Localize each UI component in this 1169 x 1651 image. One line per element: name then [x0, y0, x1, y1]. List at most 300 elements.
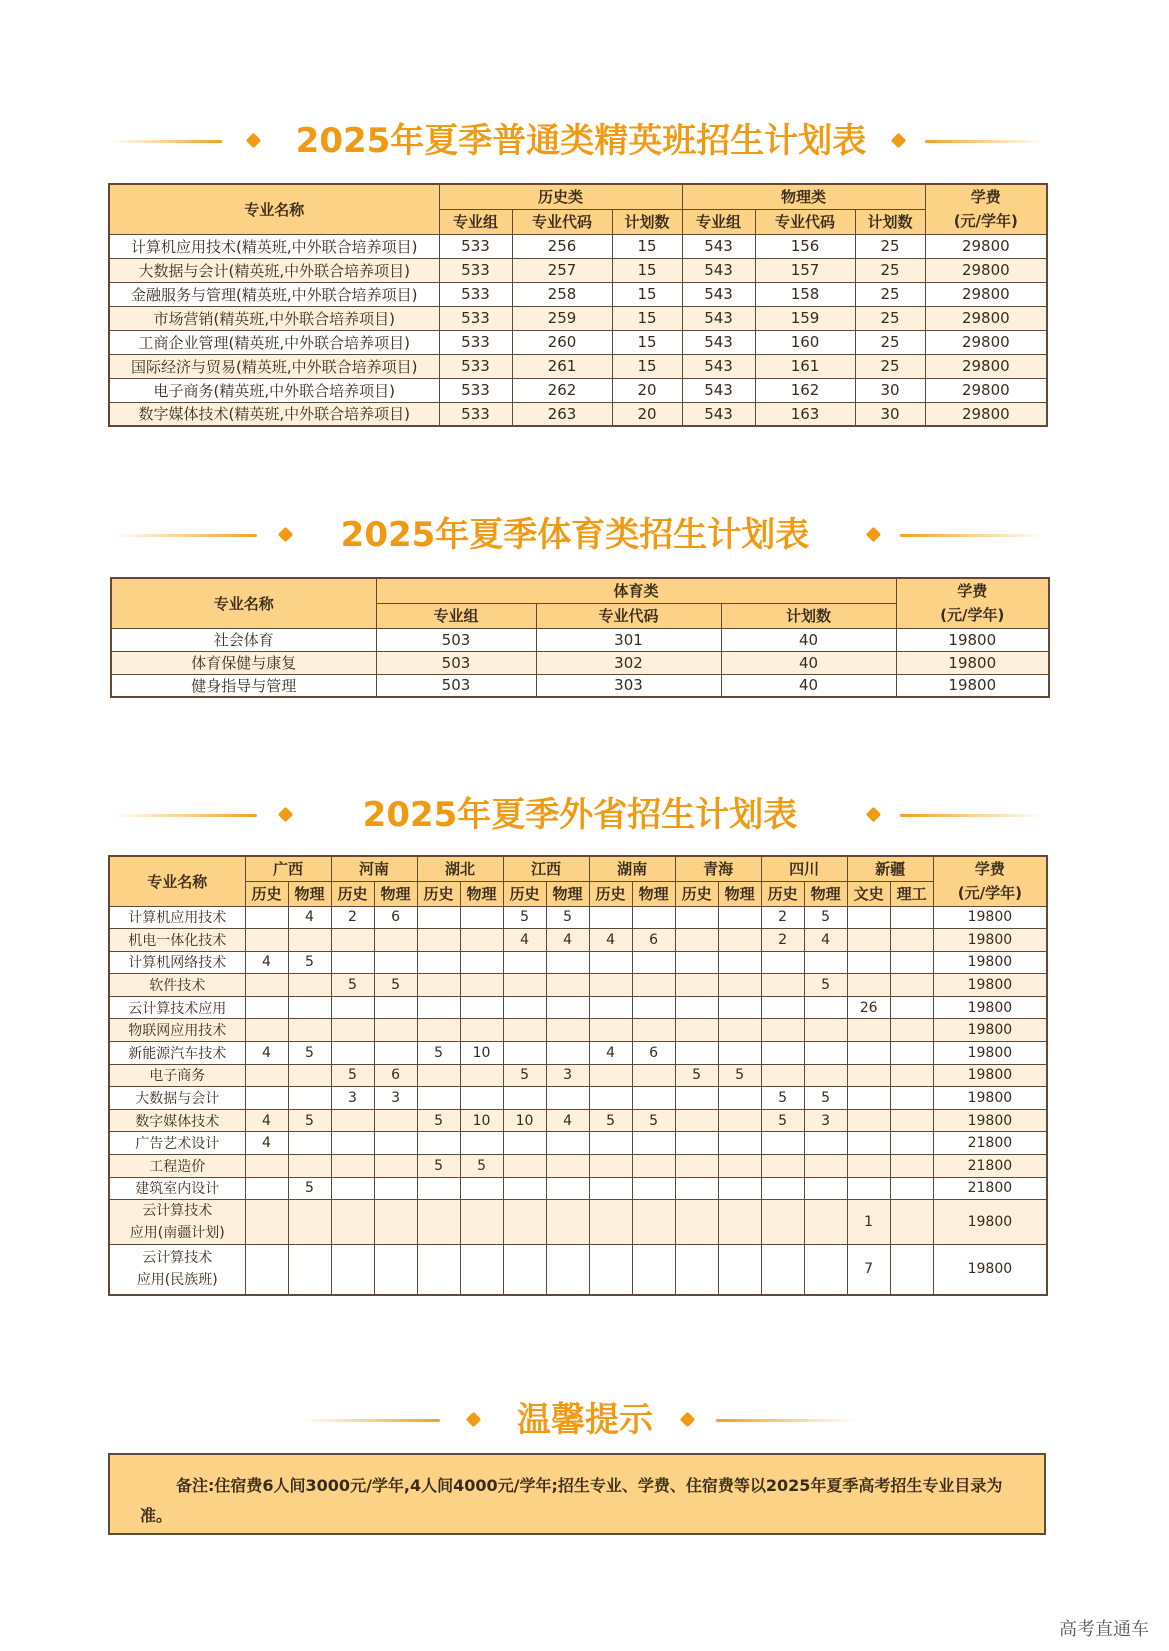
table-cell	[589, 1177, 632, 1200]
table-cell	[847, 974, 890, 997]
table-cell: 5	[331, 1064, 374, 1087]
table-row	[109, 1132, 1047, 1155]
table-cell	[331, 929, 374, 952]
header-sports: 体育类	[376, 578, 896, 603]
table-cell: 261	[512, 354, 612, 378]
decor-line	[300, 1419, 440, 1422]
major-name-cell: 数字媒体技术	[109, 1109, 245, 1132]
table-cell	[374, 996, 417, 1019]
section3-heading	[0, 790, 1169, 840]
table-cell: 533	[439, 402, 512, 426]
header-province: 四川	[761, 856, 847, 881]
table-cell: 15	[612, 306, 682, 330]
out-of-province-plan-table	[108, 855, 1048, 1296]
table-cell: 5	[417, 1155, 460, 1178]
header-province: 新疆	[847, 856, 933, 881]
table-cell: 160	[755, 330, 855, 354]
table-cell	[890, 1087, 933, 1110]
header-subject: 历史	[503, 881, 546, 906]
section1-heading	[0, 116, 1169, 166]
table-cell	[847, 1155, 890, 1178]
decor-line	[900, 814, 1045, 817]
table-cell	[417, 1019, 460, 1042]
header-physics: 物理类	[682, 184, 925, 209]
diamond-icon	[278, 807, 294, 823]
diamond-icon	[866, 807, 882, 823]
table-cell	[331, 1177, 374, 1200]
table-cell	[589, 1087, 632, 1110]
table-cell: 19800	[933, 974, 1047, 997]
table-row	[109, 996, 1047, 1019]
table-cell	[890, 951, 933, 974]
table-cell	[632, 1087, 675, 1110]
header-fee: 学费 (元/学年)	[925, 184, 1047, 234]
table-cell: 19800	[933, 1042, 1047, 1065]
table-cell	[890, 1064, 933, 1087]
table-cell: 20	[612, 402, 682, 426]
table-cell	[288, 1200, 331, 1245]
table-cell: 162	[755, 378, 855, 402]
diamond-icon	[680, 1412, 696, 1428]
table-cell	[546, 1087, 589, 1110]
table-cell	[804, 1064, 847, 1087]
table-cell	[589, 974, 632, 997]
table-cell	[417, 1064, 460, 1087]
header-subject: 物理	[632, 881, 675, 906]
table-cell: 19800	[933, 951, 1047, 974]
major-name-cell: 云计算技术应用	[109, 996, 245, 1019]
table-row	[109, 234, 1047, 258]
table-cell: 543	[682, 258, 755, 282]
table-cell: 5	[632, 1109, 675, 1132]
table-cell: 29800	[925, 330, 1047, 354]
table-cell: 263	[512, 402, 612, 426]
major-name-cell: 国际经济与贸易(精英班,中外联合培养项目)	[109, 354, 439, 378]
header-province: 湖北	[417, 856, 503, 881]
table-cell	[718, 1200, 761, 1245]
table-cell	[331, 1019, 374, 1042]
table-cell	[890, 1177, 933, 1200]
table-cell: 15	[612, 234, 682, 258]
table-cell	[288, 996, 331, 1019]
table-cell: 258	[512, 282, 612, 306]
decor-line	[112, 140, 222, 143]
table-cell	[374, 1019, 417, 1042]
table-cell	[804, 1177, 847, 1200]
table-cell: 21800	[933, 1132, 1047, 1155]
table-cell	[718, 929, 761, 952]
table-row	[109, 1042, 1047, 1065]
table-cell: 262	[512, 378, 612, 402]
table-cell: 161	[755, 354, 855, 378]
table-cell: 21800	[933, 1177, 1047, 1200]
table-cell	[546, 1042, 589, 1065]
table-row	[109, 929, 1047, 952]
table-cell	[890, 906, 933, 929]
table-cell: 10	[460, 1042, 503, 1065]
table-cell	[245, 1019, 288, 1042]
table-row	[109, 1087, 1047, 1110]
table-cell: 19800	[933, 1245, 1047, 1295]
table-cell: 30	[855, 402, 925, 426]
table-cell	[460, 1019, 503, 1042]
table-cell	[288, 974, 331, 997]
table-cell: 25	[855, 354, 925, 378]
table-row	[109, 354, 1047, 378]
table-cell	[761, 951, 804, 974]
table-cell: 6	[374, 1064, 417, 1087]
table-cell: 15	[612, 330, 682, 354]
table-cell	[675, 1200, 718, 1245]
header-province: 江西	[503, 856, 589, 881]
table-cell: 5	[589, 1109, 632, 1132]
major-name-cell: 计算机网络技术	[109, 951, 245, 974]
table-cell: 5	[374, 974, 417, 997]
table-cell	[804, 1200, 847, 1245]
table-cell	[245, 1200, 288, 1245]
table-cell	[374, 929, 417, 952]
table-cell	[245, 906, 288, 929]
table-cell	[417, 1245, 460, 1295]
table-cell	[374, 1109, 417, 1132]
table-cell	[331, 951, 374, 974]
table-cell	[245, 1177, 288, 1200]
table-cell	[718, 1177, 761, 1200]
table-cell: 4	[589, 1042, 632, 1065]
decor-line	[925, 140, 1043, 143]
major-name-cell: 云计算技术 应用(民族班)	[109, 1245, 245, 1295]
table-cell	[675, 1109, 718, 1132]
table-cell	[804, 1245, 847, 1295]
table-cell	[632, 951, 675, 974]
table-cell	[460, 1132, 503, 1155]
table-cell	[804, 1042, 847, 1065]
table-cell	[331, 1042, 374, 1065]
table-cell: 303	[536, 674, 721, 697]
table-row	[109, 974, 1047, 997]
header-subject: 物理	[374, 881, 417, 906]
table-row	[109, 282, 1047, 306]
header-code: 专业代码	[512, 209, 612, 234]
header-count: 计划数	[855, 209, 925, 234]
table-cell	[718, 906, 761, 929]
header-count: 计划数	[721, 603, 896, 628]
decor-line	[112, 534, 257, 537]
table-cell: 5	[804, 906, 847, 929]
table-cell	[245, 974, 288, 997]
header-code: 专业代码	[536, 603, 721, 628]
header-province: 河南	[331, 856, 417, 881]
reminder-note: 备注:住宿费6人间3000元/学年,4人间4000元/学年;招生专业、学费、住宿费等以2025年夏季高考招生专业目录为准。	[108, 1453, 1046, 1535]
table-cell	[632, 1200, 675, 1245]
table-cell: 40	[721, 628, 896, 651]
section4-title: 温馨提示	[517, 1400, 653, 1440]
table-cell	[632, 1019, 675, 1042]
table-cell	[546, 1132, 589, 1155]
table-cell: 4	[245, 1109, 288, 1132]
table-cell: 29800	[925, 378, 1047, 402]
table-cell	[675, 1155, 718, 1178]
table-cell	[503, 1042, 546, 1065]
table-cell: 21800	[933, 1155, 1047, 1178]
table-cell	[847, 1087, 890, 1110]
table-cell: 3	[331, 1087, 374, 1110]
header-major: 专业名称	[109, 184, 439, 234]
major-name-cell: 计算机应用技术(精英班,中外联合培养项目)	[109, 234, 439, 258]
table-cell	[546, 1245, 589, 1295]
table-cell: 19800	[933, 1200, 1047, 1245]
table-cell	[460, 974, 503, 997]
table-cell	[675, 1019, 718, 1042]
table-cell	[417, 1087, 460, 1110]
table-cell: 533	[439, 330, 512, 354]
table-row	[109, 306, 1047, 330]
table-cell	[331, 1132, 374, 1155]
table-row	[109, 1177, 1047, 1200]
table-cell	[288, 1087, 331, 1110]
table-cell	[288, 1245, 331, 1295]
table-row	[111, 651, 1049, 674]
table-row	[111, 628, 1049, 651]
table-cell	[675, 1132, 718, 1155]
table-cell: 4	[804, 929, 847, 952]
table-cell: 5	[503, 906, 546, 929]
header-major: 专业名称	[109, 856, 245, 906]
table-cell	[761, 1177, 804, 1200]
table-cell	[503, 1087, 546, 1110]
table-cell	[331, 1200, 374, 1245]
major-name-cell: 建筑室内设计	[109, 1177, 245, 1200]
table-cell	[761, 1245, 804, 1295]
table-cell	[761, 996, 804, 1019]
table-cell	[718, 996, 761, 1019]
table-cell	[761, 974, 804, 997]
table-cell	[847, 951, 890, 974]
table-cell	[761, 1019, 804, 1042]
table-cell	[417, 1132, 460, 1155]
table-cell: 543	[682, 234, 755, 258]
table-cell: 25	[855, 282, 925, 306]
table-cell	[761, 1064, 804, 1087]
table-cell: 30	[855, 378, 925, 402]
table-cell: 301	[536, 628, 721, 651]
table-row	[109, 951, 1047, 974]
table-cell	[546, 1177, 589, 1200]
table-cell	[890, 929, 933, 952]
header-subject: 物理	[288, 881, 331, 906]
table-cell: 5	[546, 906, 589, 929]
table-cell: 5	[288, 1109, 331, 1132]
table-cell	[245, 929, 288, 952]
table-cell: 29800	[925, 402, 1047, 426]
table-row	[109, 1155, 1047, 1178]
table-cell	[632, 1064, 675, 1087]
major-name-cell: 新能源汽车技术	[109, 1042, 245, 1065]
table-cell	[718, 1109, 761, 1132]
table-cell	[804, 951, 847, 974]
table-cell	[503, 1132, 546, 1155]
table-cell	[847, 906, 890, 929]
header-history: 历史类	[439, 184, 682, 209]
major-name-cell: 大数据与会计	[109, 1087, 245, 1110]
table-row	[109, 1109, 1047, 1132]
table-cell: 40	[721, 651, 896, 674]
table-cell	[718, 1245, 761, 1295]
major-name-cell: 数字媒体技术(精英班,中外联合培养项目)	[109, 402, 439, 426]
table-cell: 2	[761, 906, 804, 929]
table-cell: 533	[439, 378, 512, 402]
major-name-cell: 社会体育	[111, 628, 376, 651]
table-cell: 156	[755, 234, 855, 258]
table-cell: 3	[374, 1087, 417, 1110]
table-cell	[804, 1019, 847, 1042]
major-name-cell: 计算机应用技术	[109, 906, 245, 929]
table-cell: 5	[718, 1064, 761, 1087]
table-cell	[761, 1155, 804, 1178]
table-cell	[718, 1019, 761, 1042]
table-cell	[503, 1200, 546, 1245]
table-cell	[675, 951, 718, 974]
table-cell	[288, 929, 331, 952]
table-cell	[675, 1177, 718, 1200]
table-cell: 260	[512, 330, 612, 354]
table-cell: 1	[847, 1200, 890, 1245]
table-cell	[503, 1155, 546, 1178]
header-province: 青海	[675, 856, 761, 881]
table-cell	[503, 996, 546, 1019]
header-subject: 历史	[331, 881, 374, 906]
table-cell: 4	[546, 929, 589, 952]
header-subject: 文史	[847, 881, 890, 906]
table-cell: 4	[288, 906, 331, 929]
table-cell: 19800	[896, 651, 1049, 674]
header-subject: 物理	[718, 881, 761, 906]
table-cell	[718, 951, 761, 974]
table-cell: 19800	[896, 628, 1049, 651]
table-cell	[804, 996, 847, 1019]
major-name-cell: 云计算技术 应用(南疆计划)	[109, 1200, 245, 1245]
header-major: 专业名称	[111, 578, 376, 628]
table-cell	[460, 1200, 503, 1245]
diamond-icon	[466, 1412, 482, 1428]
table-cell: 19800	[933, 1019, 1047, 1042]
major-name-cell: 物联网应用技术	[109, 1019, 245, 1042]
diamond-icon	[866, 527, 882, 543]
major-name-cell: 市场营销(精英班,中外联合培养项目)	[109, 306, 439, 330]
table-cell	[847, 929, 890, 952]
table-cell	[245, 1064, 288, 1087]
table-cell: 533	[439, 282, 512, 306]
table-cell	[847, 1064, 890, 1087]
table-cell	[675, 1245, 718, 1295]
table-cell	[460, 996, 503, 1019]
header-count: 计划数	[612, 209, 682, 234]
header-subject: 历史	[589, 881, 632, 906]
table-cell: 533	[439, 234, 512, 258]
table-cell	[589, 1132, 632, 1155]
table-cell	[331, 996, 374, 1019]
table-cell	[546, 1155, 589, 1178]
table-cell	[460, 1177, 503, 1200]
table-cell: 26	[847, 996, 890, 1019]
table-cell	[589, 951, 632, 974]
header-subject: 历史	[761, 881, 804, 906]
table-cell	[546, 1200, 589, 1245]
table-cell	[374, 1177, 417, 1200]
table-cell	[331, 1109, 374, 1132]
table-cell	[890, 1019, 933, 1042]
decor-line	[900, 534, 1045, 537]
table-cell: 19800	[933, 906, 1047, 929]
table-cell	[417, 996, 460, 1019]
decor-line	[112, 814, 257, 817]
decor-line	[716, 1419, 856, 1422]
table-row	[109, 906, 1047, 929]
table-cell	[632, 974, 675, 997]
section4-heading	[0, 1395, 1169, 1445]
major-name-cell: 体育保健与康复	[111, 651, 376, 674]
major-name-cell: 健身指导与管理	[111, 674, 376, 697]
table-cell	[675, 974, 718, 997]
major-name-cell: 工程造价	[109, 1155, 245, 1178]
table-cell	[675, 996, 718, 1019]
table-cell: 25	[855, 306, 925, 330]
table-cell	[589, 996, 632, 1019]
table-cell	[460, 1064, 503, 1087]
header-fee: 学费 (元/学年)	[933, 856, 1047, 906]
table-cell: 163	[755, 402, 855, 426]
table-row	[109, 378, 1047, 402]
table-cell: 533	[439, 306, 512, 330]
table-cell	[589, 1019, 632, 1042]
table-cell	[331, 1245, 374, 1295]
table-cell: 5	[331, 974, 374, 997]
major-name-cell: 机电一体化技术	[109, 929, 245, 952]
table-row	[109, 1200, 1047, 1245]
table-cell: 4	[245, 1132, 288, 1155]
header-fee: 学费 (元/学年)	[896, 578, 1049, 628]
header-subject: 理工	[890, 881, 933, 906]
table-cell	[546, 974, 589, 997]
table-cell	[847, 1177, 890, 1200]
table-cell: 25	[855, 258, 925, 282]
header-subject: 历史	[675, 881, 718, 906]
table-row	[111, 674, 1049, 697]
table-cell	[589, 1245, 632, 1295]
table-cell: 29800	[925, 354, 1047, 378]
table-cell	[460, 906, 503, 929]
header-subject: 物理	[804, 881, 847, 906]
table-cell: 256	[512, 234, 612, 258]
table-cell: 19800	[933, 1087, 1047, 1110]
table-cell: 503	[376, 651, 536, 674]
table-cell: 4	[546, 1109, 589, 1132]
table-cell	[417, 974, 460, 997]
table-cell: 15	[612, 282, 682, 306]
table-cell: 19800	[933, 996, 1047, 1019]
table-cell: 29800	[925, 282, 1047, 306]
table-cell	[632, 906, 675, 929]
table-cell	[890, 1200, 933, 1245]
table-cell: 25	[855, 330, 925, 354]
table-cell	[847, 1019, 890, 1042]
table-cell: 5	[417, 1109, 460, 1132]
section1-title: 2025年夏季普通类精英班招生计划表	[295, 121, 867, 161]
header-subject: 物理	[460, 881, 503, 906]
table-cell	[632, 1245, 675, 1295]
table-cell	[718, 1132, 761, 1155]
table-cell	[675, 1042, 718, 1065]
